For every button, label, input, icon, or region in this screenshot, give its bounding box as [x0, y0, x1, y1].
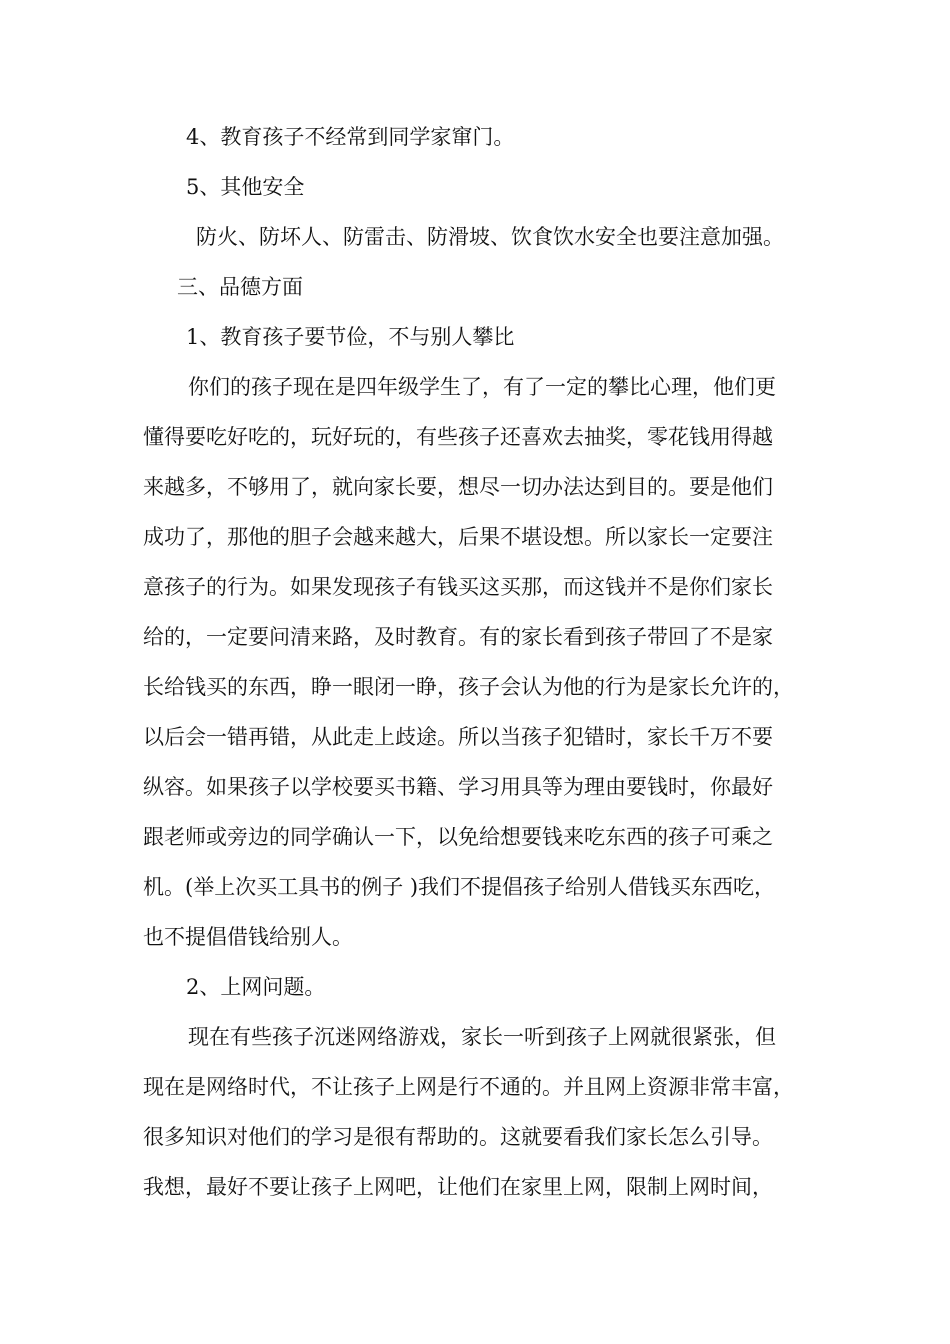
list-item-4: 4、教育孩子不经常到同学家窜门。 — [186, 125, 515, 149]
paragraph-line: 以后会一错再错，从此走上歧途。所以当孩子犯错时，家长千万不要 — [143, 725, 773, 749]
paragraph-line: 长给钱买的东西，睁一眼闭一睁，孩子会认为他的行为是家长允许的， — [143, 675, 794, 699]
section-heading-moral: 三、品德方面 — [177, 275, 303, 299]
subheading-internet: 2、上网问题。 — [186, 975, 326, 999]
paragraph-line: 意孩子的行为。如果发现孩子有钱买这买那，而这钱并不是你们家长 — [143, 575, 773, 599]
paragraph-line: 机。(举上次买工具书的例子 )我们不提倡孩子给别人借钱买东西吃， — [143, 875, 776, 899]
list-item-5-heading: 5、其他安全 — [186, 175, 305, 199]
paragraph-line: 现在是网络时代，不让孩子上网是行不通的。并且网上资源非常丰富， — [143, 1075, 794, 1099]
paragraph-line: 很多知识对他们的学习是很有帮助的。这就要看我们家长怎么引导。 — [143, 1125, 773, 1149]
paragraph-line: 给的，一定要问清来路，及时教育。有的家长看到孩子带回了不是家 — [143, 625, 773, 649]
paragraph-line: 你们的孩子现在是四年级学生了，有了一定的攀比心理，他们更 — [188, 375, 776, 399]
paragraph-line: 懂得要吃好吃的，玩好玩的，有些孩子还喜欢去抽奖，零花钱用得越 — [143, 425, 773, 449]
document-body — [143, 112, 813, 1212]
paragraph-line: 纵容。如果孩子以学校要买书籍、学习用具等为理由要钱时，你最好 — [143, 775, 773, 799]
paragraph-line: 跟老师或旁边的同学确认一下，以免给想要钱来吃东西的孩子可乘之 — [143, 825, 773, 849]
paragraph-line: 成功了，那他的胆子会越来越大，后果不堪设想。所以家长一定要注 — [143, 525, 773, 549]
paragraph-line: 现在有些孩子沉迷网络游戏，家长一听到孩子上网就很紧张，但 — [188, 1025, 776, 1049]
paragraph-line: 我想，最好不要让孩子上网吧，让他们在家里上网，限制上网时间， — [143, 1175, 773, 1199]
subheading-frugality: 1、教育孩子要节俭，不与别人攀比 — [186, 325, 515, 349]
paragraph-line: 也不提倡借钱给别人。 — [143, 925, 353, 949]
safety-paragraph: 防火、防坏人、防雷击、防滑坡、饮食饮水安全也要注意加强。 — [196, 225, 784, 249]
paragraph-line: 来越多，不够用了，就向家长要，想尽一切办法达到目的。要是他们 — [143, 475, 773, 499]
